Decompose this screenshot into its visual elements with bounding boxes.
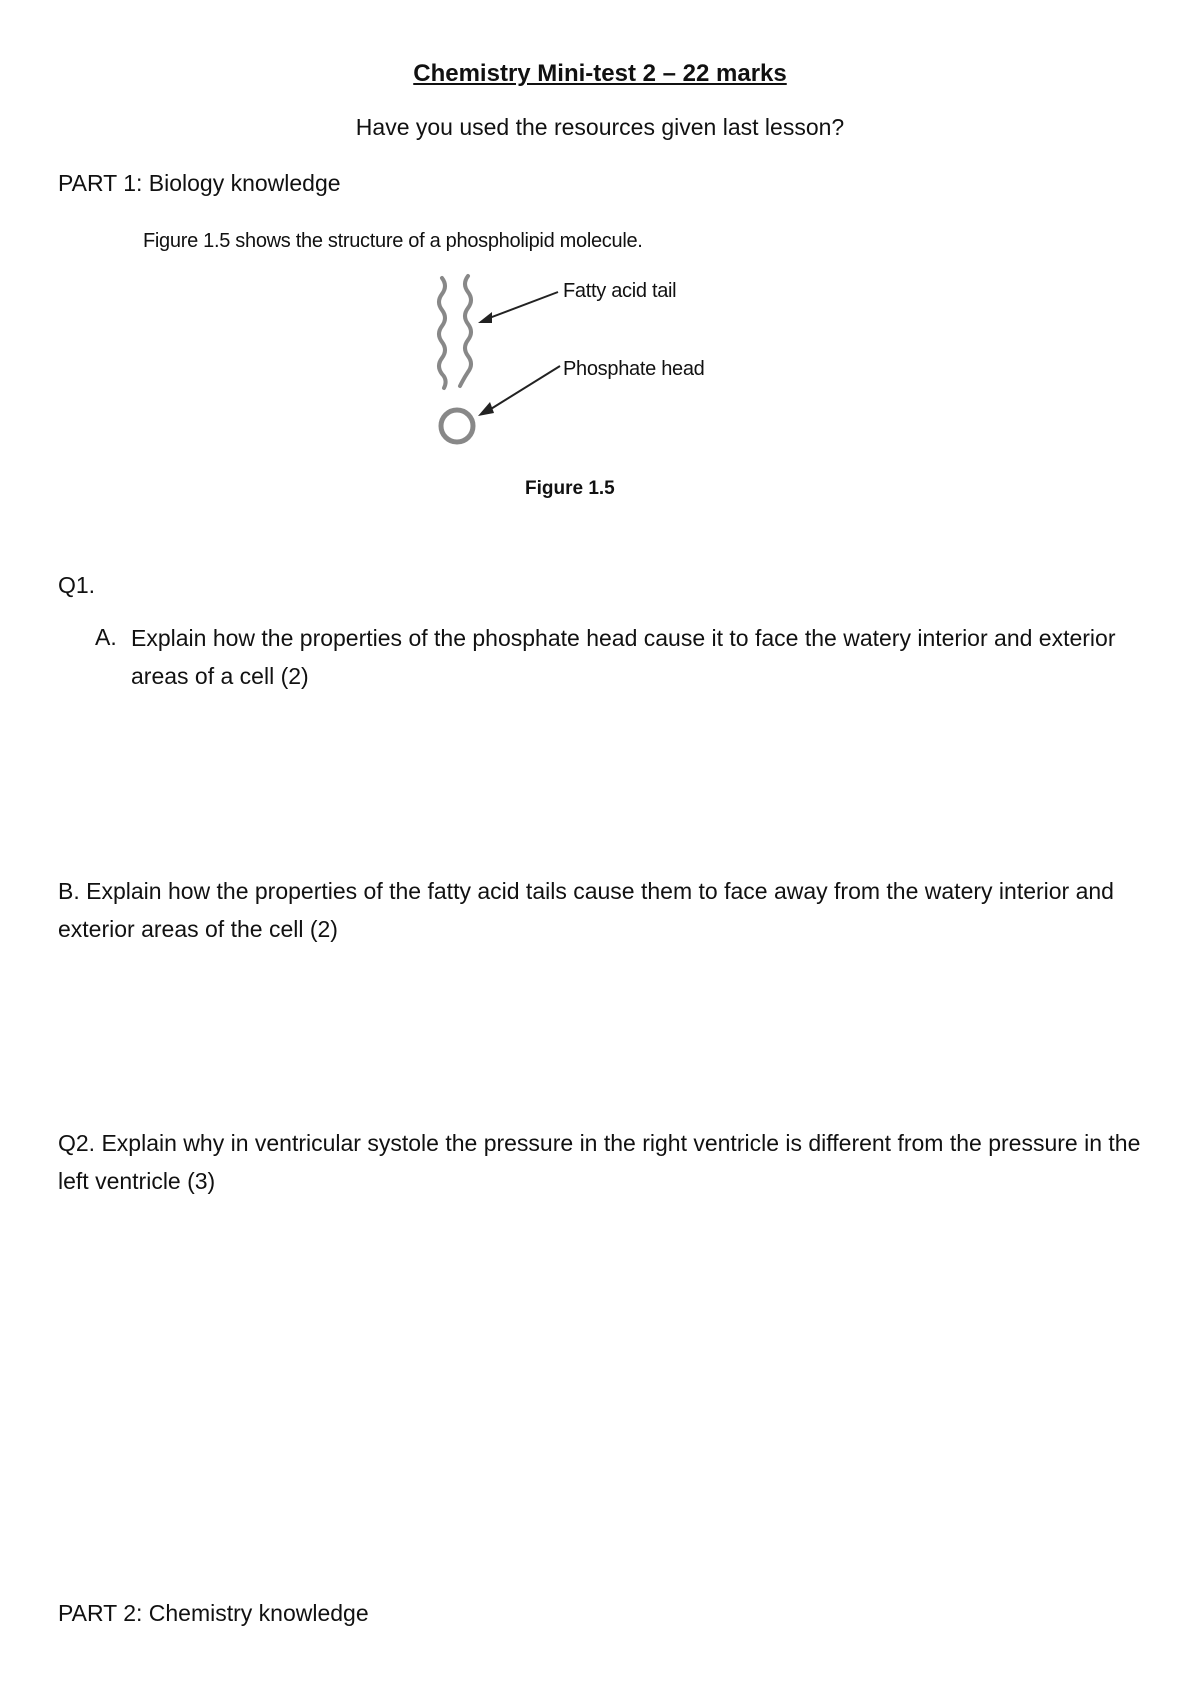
page-subtitle: Have you used the resources given last lesson?: [355, 114, 845, 140]
tail-arrow-line: [484, 292, 558, 320]
q1a-text: Explain how the properties of the phosphate head cause it to face the watery interior and exterior areas of a cell (2): [131, 625, 1116, 689]
fatty-acid-tail-left: [439, 278, 446, 388]
tail-arrow-head: [478, 312, 492, 323]
head-arrow-line: [486, 366, 560, 412]
q1a-marker: A.: [95, 624, 117, 650]
q1-label: Q1.: [58, 572, 96, 598]
fatty-acid-tail-right: [460, 276, 471, 386]
head-arrow-head: [478, 402, 494, 416]
figure-label-tail: Fatty acid tail: [563, 280, 677, 302]
figure-caption: Figure 1.5 shows the structure of a phospholipid molecule.: [143, 230, 643, 252]
part2-heading: PART 2: Chemistry knowledge: [58, 1600, 369, 1626]
page-title: Chemistry Mini-test 2 – 22 marks: [413, 60, 787, 87]
q2-text: Q2. Explain why in ventricular systole the pressure in the right ventricle is different from the pressure in the left ventricle (3): [58, 1130, 1141, 1194]
part1-heading: PART 1: Biology knowledge: [58, 170, 341, 196]
figure-label-head: Phosphate head: [563, 358, 705, 380]
figure-title: Figure 1.5: [525, 478, 615, 499]
q1b-text: B. Explain how the properties of the fatty acid tails cause them to face away from the watery interior and exterior areas of the cell (2): [58, 878, 1114, 942]
phosphate-head-circle: [441, 410, 473, 442]
